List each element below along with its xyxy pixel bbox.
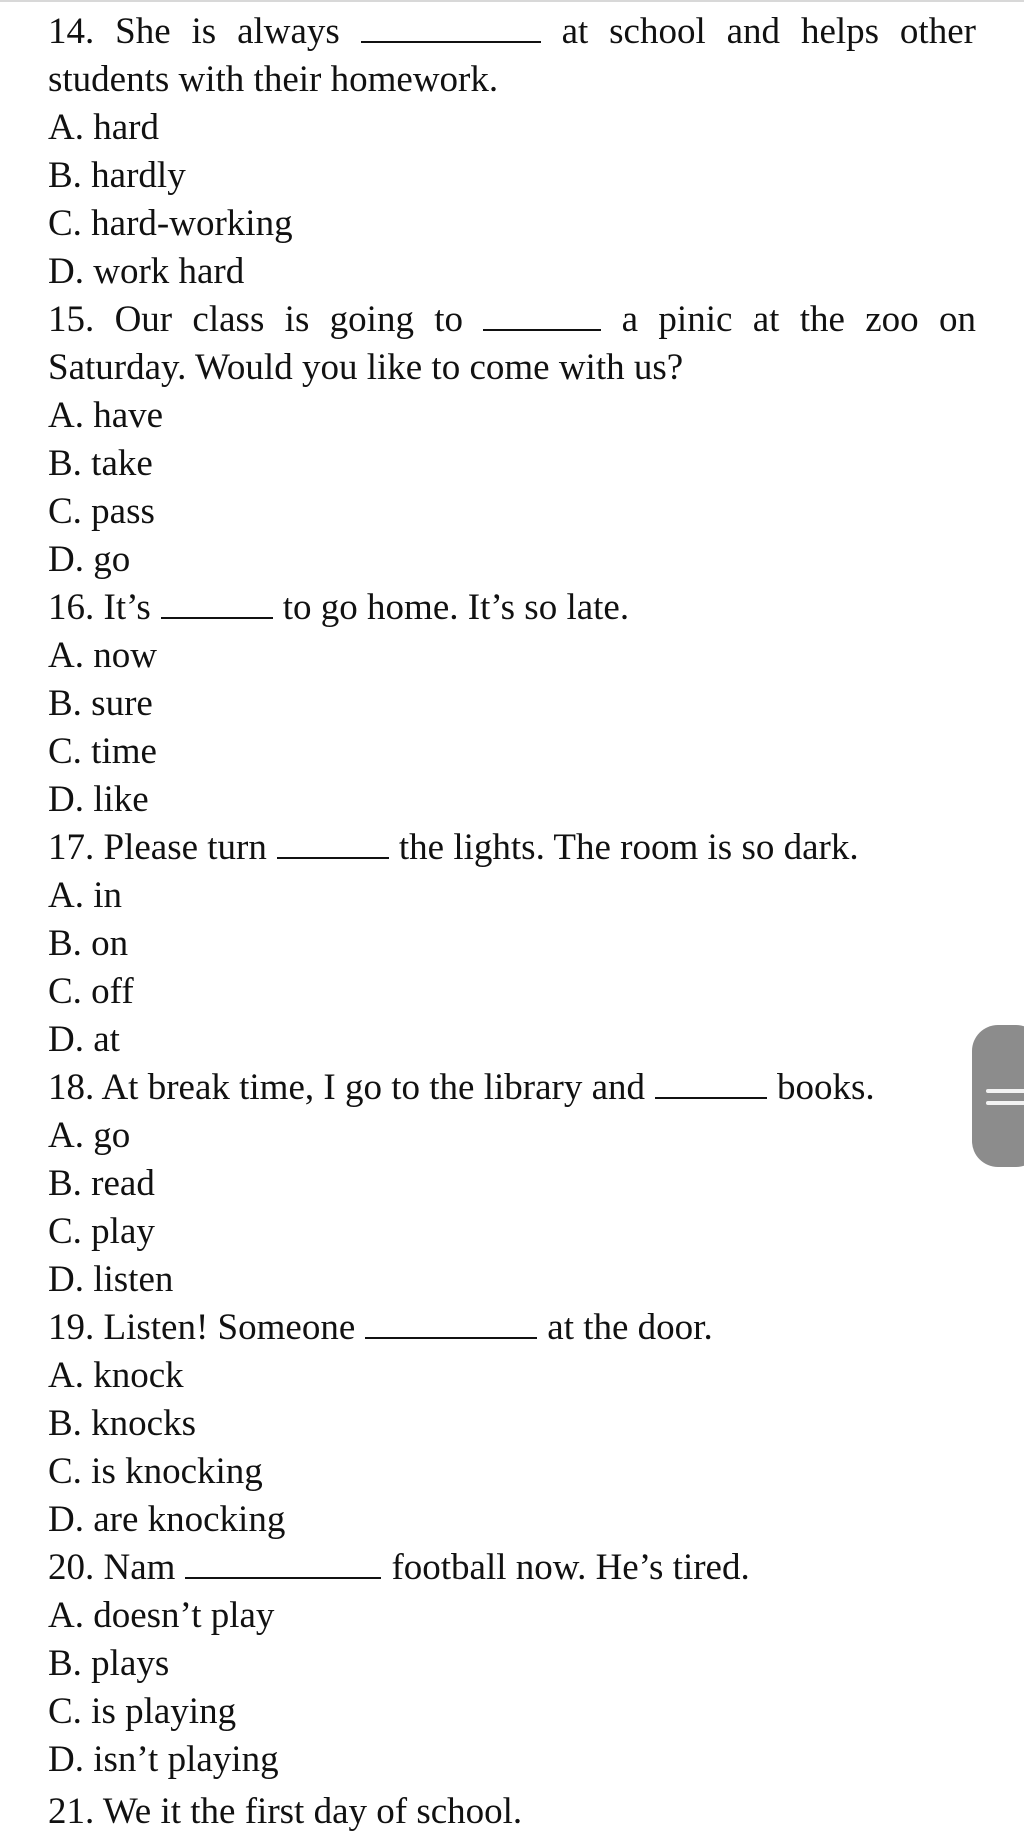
q15-option-d[interactable]: D. go (48, 539, 131, 580)
q17-option-c[interactable]: C. off (48, 971, 134, 1012)
top-divider (0, 0, 1024, 2)
q15-word: to (434, 299, 464, 340)
q14-option-a[interactable]: A. hard (48, 107, 159, 148)
q16-option-a[interactable]: A. now (48, 635, 157, 676)
q17-option-a[interactable]: A. in (48, 875, 122, 916)
q18-text-after: books. (777, 1067, 875, 1108)
worksheet (48, 8, 976, 1784)
question-15-stem-continued: Saturday. Would you like to come with us? (48, 347, 684, 388)
scroll-handle[interactable] (972, 1025, 1024, 1167)
question-21-stem-partial: 21. We it the first day of school. (48, 1791, 523, 1832)
q18-option-b[interactable]: B. read (48, 1163, 155, 1204)
question-20-stem (48, 1544, 976, 1592)
question-14-stem (48, 8, 976, 56)
q15-word: is (284, 299, 310, 340)
q19-text-after: at the door. (547, 1307, 713, 1348)
q15-word: zoo (865, 299, 919, 340)
q19-option-a[interactable]: A. knock (48, 1355, 184, 1396)
q14-option-b[interactable]: B. hardly (48, 155, 186, 196)
q15-word: going (329, 299, 414, 340)
q14-word: other (899, 11, 976, 52)
question-14-stem-continued: students with their homework. (48, 59, 499, 100)
q18-option-c[interactable]: C. play (48, 1211, 155, 1252)
q16-text-after: to go home. It’s so late. (282, 587, 630, 628)
q19-answer-blank[interactable] (365, 1307, 537, 1339)
q20-option-c[interactable]: C. is playing (48, 1691, 237, 1732)
question-15-stem (48, 296, 976, 344)
q14-option-d[interactable]: D. work hard (48, 251, 245, 292)
question-19-stem (48, 1304, 976, 1352)
question-17-stem (48, 824, 976, 872)
q15-word: Our (114, 299, 173, 340)
q15-option-b[interactable]: B. take (48, 443, 153, 484)
q16-option-b[interactable]: B. sure (48, 683, 153, 724)
question-18-stem (48, 1064, 976, 1112)
q15-word: pinic (658, 299, 733, 340)
q15-word: at (752, 299, 780, 340)
q17-text-before: 17. Please turn (48, 827, 267, 868)
q17-answer-blank[interactable] (277, 827, 389, 859)
q14-word: helps (800, 11, 880, 52)
q18-answer-blank[interactable] (655, 1067, 767, 1099)
q20-option-b[interactable]: B. plays (48, 1643, 170, 1684)
q14-option-c[interactable]: C. hard-working (48, 203, 293, 244)
q18-option-a[interactable]: A. go (48, 1115, 131, 1156)
q14-word: always (237, 11, 340, 52)
q15-word: 15. (48, 299, 95, 340)
q16-option-d[interactable]: D. like (48, 779, 149, 820)
q19-text-before: 19. Listen! Someone (48, 1307, 356, 1348)
q19-option-c[interactable]: C. is knocking (48, 1451, 263, 1492)
q14-word: 14. (48, 11, 95, 52)
q18-text-before: 18. At break time, I go to the library and (48, 1067, 645, 1108)
q15-option-c[interactable]: C. pass (48, 491, 155, 532)
q20-text-before: 20. Nam (48, 1547, 176, 1588)
q15-word: on (939, 299, 976, 340)
q15-option-a[interactable]: A. have (48, 395, 164, 436)
q16-answer-blank[interactable] (161, 587, 273, 619)
q14-word: is (191, 11, 217, 52)
q15-word: a (621, 299, 639, 340)
q14-word: at (561, 11, 589, 52)
q15-word: the (799, 299, 845, 340)
q14-word: She (115, 11, 171, 52)
q16-option-c[interactable]: C. time (48, 731, 157, 772)
q19-option-b[interactable]: B. knocks (48, 1403, 196, 1444)
q15-answer-blank[interactable] (483, 299, 601, 331)
q18-option-d[interactable]: D. listen (48, 1259, 174, 1300)
q20-option-d[interactable]: D. isn’t playing (48, 1739, 279, 1780)
q20-text-after: football now. He’s tired. (391, 1547, 750, 1588)
q20-option-a[interactable]: A. doesn’t play (48, 1595, 275, 1636)
q19-option-d[interactable]: D. are knocking (48, 1499, 286, 1540)
q14-answer-blank[interactable] (361, 11, 541, 43)
q16-text-before: 16. It’s (48, 587, 151, 628)
question-16-stem (48, 584, 976, 632)
q14-word: and (726, 11, 781, 52)
q17-option-d[interactable]: D. at (48, 1019, 120, 1060)
q14-word: school (609, 11, 706, 52)
q17-option-b[interactable]: B. on (48, 923, 129, 964)
q20-answer-blank[interactable] (185, 1547, 381, 1579)
q15-word: class (192, 299, 265, 340)
q17-text-after: the lights. The room is so dark. (398, 827, 859, 868)
